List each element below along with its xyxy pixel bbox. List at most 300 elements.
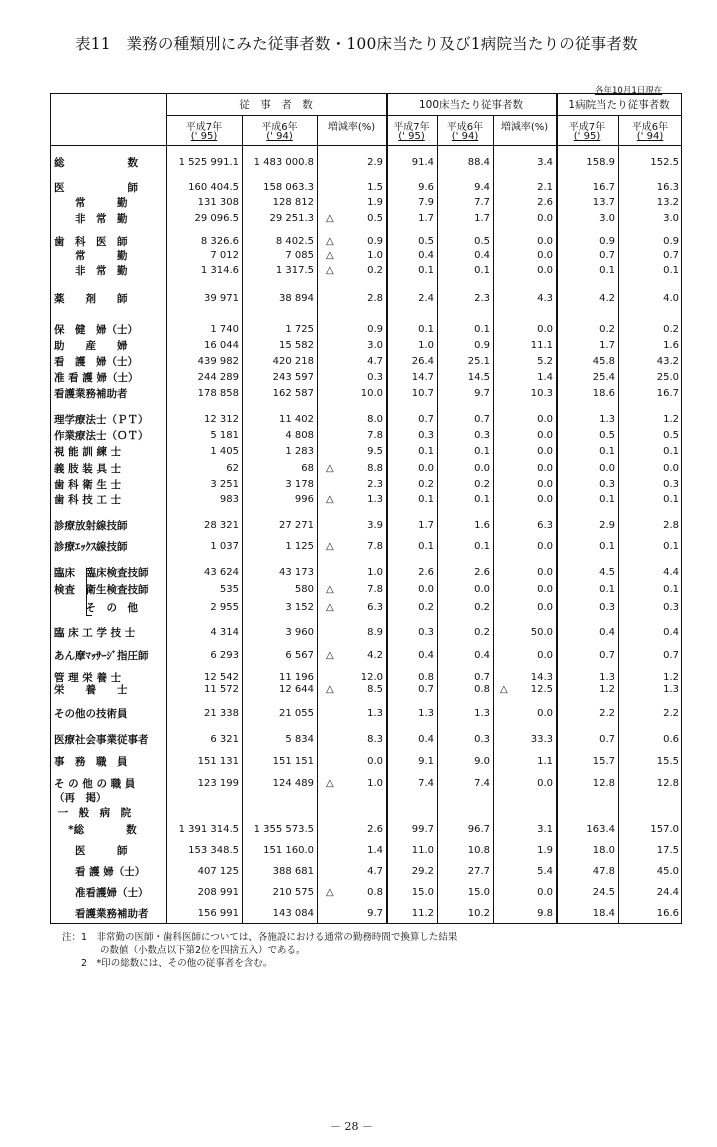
table-cell: 0.7 [474, 672, 490, 683]
row-label: 一 般 病 院 [54, 807, 132, 819]
table-cell: 2.1 [537, 182, 553, 193]
table-cell: 0.0 [599, 463, 615, 474]
table-row [0, 493, 717, 507]
table-cell: 8.0 [367, 414, 383, 425]
table-cell: 1 740 [210, 324, 239, 335]
table-cell: 38 894 [279, 293, 314, 304]
table-row [0, 566, 717, 580]
table-cell: 0.0 [663, 463, 679, 474]
table-cell: 5 834 [285, 734, 314, 745]
table-cell: 0.0 [418, 584, 434, 595]
table-cell: 12.0 [360, 672, 383, 683]
table-cell: 152.5 [650, 157, 679, 168]
table-cell: 7.8 [367, 430, 383, 441]
table-row [0, 540, 717, 554]
row-label: 看 護 婦（士） [54, 866, 146, 878]
table-cell: 5.4 [537, 866, 553, 877]
table-cell: 24.5 [592, 887, 615, 898]
table-cell: 1.0 [367, 778, 383, 789]
table-cell: 1.1 [537, 756, 553, 767]
table-cell: 9.1 [418, 756, 434, 767]
table-cell: 12.5 [530, 684, 553, 695]
table-cell: 16.6 [656, 908, 679, 919]
table-cell: 128 812 [272, 197, 314, 208]
table-cell: 0.2 [599, 324, 615, 335]
table-cell: 158 063.3 [263, 182, 314, 193]
row-label: （再 掲） [54, 792, 107, 804]
table-cell: 0.7 [599, 250, 615, 261]
table-cell: 15 582 [279, 340, 314, 351]
table-cell: 1.3 [599, 672, 615, 683]
table-cell: 26.4 [411, 356, 434, 367]
decrease-triangle-icon: △ [326, 778, 334, 789]
row-label: 歯 科 技 工 士 [54, 494, 122, 506]
header-employees: 従 事 者 数 [239, 99, 313, 111]
table-row [0, 806, 717, 820]
table-cell: 3 178 [285, 479, 314, 490]
table-cell: 12.8 [592, 778, 615, 789]
table-cell: 1.7 [418, 213, 434, 224]
col-rate: 増減率(%) [327, 122, 376, 133]
table-cell: 0.0 [537, 430, 553, 441]
table-cell: 131 308 [197, 197, 239, 208]
table-cell: 3.9 [367, 520, 383, 531]
table-cell: 0.0 [537, 479, 553, 490]
table-cell: 12 312 [204, 414, 239, 425]
table-cell: 0.2 [367, 265, 383, 276]
table-cell: 16.7 [656, 388, 679, 399]
table-row [0, 445, 717, 459]
table-cell: 62 [226, 463, 239, 474]
table-cell: 0.9 [474, 340, 490, 351]
table-cell: 6 293 [210, 650, 239, 661]
table-cell: 244 289 [197, 372, 239, 383]
table-cell: 4.3 [537, 293, 553, 304]
table-cell: 13.2 [656, 197, 679, 208]
table-cell: 0.0 [537, 778, 553, 789]
table-cell: 178 858 [197, 388, 239, 399]
row-label: 理学療法士（ＰＴ） [54, 414, 149, 426]
table-cell: 68 [301, 463, 314, 474]
table-cell: 0.4 [418, 650, 434, 661]
table-cell: 11.2 [411, 908, 434, 919]
col-y94: (' 94) [451, 131, 479, 142]
row-label: 医 師 [54, 845, 128, 857]
table-cell: 0.3 [663, 479, 679, 490]
table-cell: 1 405 [210, 446, 239, 457]
table-row [0, 235, 717, 249]
table-cell: 2 955 [210, 602, 239, 613]
row-label: 視 能 訓 練 士 [54, 446, 122, 458]
decrease-triangle-icon: △ [326, 265, 334, 276]
table-cell: 9.7 [367, 908, 383, 919]
row-label: 看 護 婦（士） [54, 356, 138, 368]
table-cell: 0.1 [474, 265, 490, 276]
table-cell: 3 251 [210, 479, 239, 490]
table-cell: 50.0 [530, 627, 553, 638]
table-row [0, 601, 717, 615]
row-label: 医療社会事業従事者 [54, 734, 149, 746]
row-label: 作業療法士（ＯＴ） [54, 430, 149, 442]
row-label: 管 理 栄 養 士 [54, 672, 122, 684]
header-per-100-beds: 100床当たり従事者数 [418, 99, 524, 111]
table-cell: 1.3 [418, 708, 434, 719]
table-cell: 0.1 [474, 541, 490, 552]
table-cell: 0.3 [474, 734, 490, 745]
table-cell: 39 971 [204, 293, 239, 304]
table-cell: 1.0 [418, 340, 434, 351]
table-row [0, 886, 717, 900]
table-cell: 88.4 [467, 157, 490, 168]
col-h6: 平成6年 [631, 122, 669, 133]
table-row [0, 683, 717, 697]
table-cell: 29 251.3 [269, 213, 314, 224]
table-cell: 0.0 [537, 265, 553, 276]
table-cell: 153 348.5 [188, 845, 239, 856]
row-label: 総 数 [54, 157, 138, 169]
table-cell: 10.8 [467, 845, 490, 856]
table-cell: 0.3 [418, 627, 434, 638]
row-label: 准看護婦（士） [54, 887, 149, 899]
table-cell: 18.4 [592, 908, 615, 919]
table-cell: 0.1 [599, 584, 615, 595]
col-rate: 増減率(%) [500, 122, 549, 133]
row-label: 検査 衛生検査技師 [54, 584, 149, 596]
table-cell: 2.4 [418, 293, 434, 304]
table-cell: 18.0 [592, 845, 615, 856]
table-cell: 29.2 [411, 866, 434, 877]
decrease-triangle-icon: △ [326, 236, 334, 247]
table-cell: 0.2 [474, 627, 490, 638]
table-cell: 0.0 [474, 463, 490, 474]
table-cell: 439 982 [197, 356, 239, 367]
table-cell: 0.1 [663, 584, 679, 595]
table-cell: 0.0 [537, 541, 553, 552]
table-cell: 0.7 [663, 650, 679, 661]
table-cell: 2.2 [599, 708, 615, 719]
table-cell: 8.5 [367, 684, 383, 695]
table-cell: 0.0 [537, 602, 553, 613]
table-row [0, 865, 717, 879]
table-cell: 1 314.6 [200, 265, 239, 276]
decrease-triangle-icon: △ [326, 494, 334, 505]
col-h7: 平成7年 [393, 122, 430, 133]
table-cell: 0.8 [474, 684, 490, 695]
table-row [0, 156, 717, 170]
table-cell: 27.7 [467, 866, 490, 877]
table-row [0, 212, 717, 226]
table-cell: 2.2 [663, 708, 679, 719]
table-cell: 11 196 [279, 672, 314, 683]
table-cell: 0.1 [474, 494, 490, 505]
table-cell: 0.8 [418, 672, 434, 683]
table-cell: 208 991 [197, 887, 239, 898]
table-cell: 0.5 [474, 236, 490, 247]
table-cell: 0.2 [663, 324, 679, 335]
table-cell: 2.3 [367, 479, 383, 490]
table-cell: 1 125 [285, 541, 314, 552]
table-cell: 8.9 [367, 627, 383, 638]
row-label: 常 勤 [54, 197, 128, 209]
table-cell: 0.4 [474, 250, 490, 261]
table-cell: 0.7 [418, 414, 434, 425]
table-cell: 1 525 991.1 [178, 157, 239, 168]
table-row [0, 649, 717, 663]
table-cell: 9.7 [474, 388, 490, 399]
col-y95: (' 95) [573, 131, 601, 142]
table-cell: 9.6 [418, 182, 434, 193]
table-row [0, 249, 717, 263]
table-cell: 0.7 [663, 250, 679, 261]
table-cell: 1.9 [537, 845, 553, 856]
decrease-triangle-icon: △ [326, 463, 334, 474]
table-cell: 3 152 [285, 602, 314, 613]
table-cell: 0.1 [599, 265, 615, 276]
table-cell: 3.4 [537, 157, 553, 168]
col-h6: 平成6年 [261, 122, 298, 133]
table-cell: 1.2 [599, 684, 615, 695]
table-cell: 0.0 [537, 494, 553, 505]
table-cell: 0.4 [418, 734, 434, 745]
table-cell: 156 991 [197, 908, 239, 919]
row-label: *総 数 [54, 824, 137, 836]
note-1-cont: の数値（小数点以下第2位を四捨五入）である。 [62, 945, 306, 956]
table-cell: 45.0 [656, 866, 679, 877]
table-cell: 13.7 [592, 197, 615, 208]
table-row [0, 371, 717, 385]
table-cell: 24.4 [656, 887, 679, 898]
table-row [0, 791, 717, 805]
table-cell: 8.8 [367, 463, 383, 474]
table-cell: 0.5 [418, 236, 434, 247]
row-label: 助 産 婦 [54, 340, 128, 352]
table-cell: 43.2 [656, 356, 679, 367]
row-label: 歯 科 衛 生 士 [54, 479, 122, 491]
table-cell: 11 572 [204, 684, 239, 695]
table-row [0, 478, 717, 492]
table-row [0, 429, 717, 443]
table-cell: 2.8 [367, 293, 383, 304]
table-row [0, 907, 717, 921]
table-cell: 0.1 [418, 494, 434, 505]
table-cell: 0.2 [418, 602, 434, 613]
table-cell: 1.9 [367, 197, 383, 208]
table-cell: 0.9 [663, 236, 679, 247]
table-row [0, 196, 717, 210]
table-cell: 15.0 [411, 887, 434, 898]
table-cell: 3.1 [537, 824, 553, 835]
table-cell: 16 044 [204, 340, 239, 351]
table-cell: 9.4 [474, 182, 490, 193]
table-cell: 0.4 [418, 250, 434, 261]
table-cell: 16.7 [592, 182, 615, 193]
table-cell: 3.0 [599, 213, 615, 224]
table-cell: 2.3 [474, 293, 490, 304]
table-cell: 4.7 [367, 356, 383, 367]
table-cell: 0.9 [367, 324, 383, 335]
table-row [0, 733, 717, 747]
col-h7: 平成7年 [568, 122, 606, 133]
table-cell: 123 199 [197, 778, 239, 789]
table-cell: 0.0 [537, 708, 553, 719]
table-row [0, 355, 717, 369]
table-cell: 1.6 [474, 520, 490, 531]
table-cell: 11 402 [279, 414, 314, 425]
table-cell: 9.5 [367, 446, 383, 457]
table-cell: 0.0 [537, 414, 553, 425]
table-cell: 158.9 [586, 157, 615, 168]
table-cell: 0.3 [599, 479, 615, 490]
row-label: 保 健 婦（士） [54, 324, 138, 336]
table-cell: 5 181 [210, 430, 239, 441]
table-cell: 160 404.5 [188, 182, 239, 193]
table-cell: 0.7 [418, 684, 434, 695]
table-cell: 2.8 [663, 520, 679, 531]
row-label: その他の技術員 [54, 708, 128, 720]
table-cell: 580 [294, 584, 314, 595]
table-cell: 3 960 [285, 627, 314, 638]
table-cell: 10.0 [360, 388, 383, 399]
table-cell: 420 218 [272, 356, 314, 367]
table-cell: 996 [294, 494, 314, 505]
table-cell: 99.7 [411, 824, 434, 835]
table-cell: 6 567 [285, 650, 314, 661]
table-cell: 4 314 [210, 627, 239, 638]
table-row [0, 844, 717, 858]
table-cell: 0.7 [599, 734, 615, 745]
table-cell: 18.6 [592, 388, 615, 399]
table-cell: 43 173 [279, 567, 314, 578]
table-cell: 0.0 [418, 463, 434, 474]
table-cell: 1.7 [418, 520, 434, 531]
table-cell: 15.0 [467, 887, 490, 898]
table-cell: 0.0 [474, 584, 490, 595]
row-label: 准 看 護 婦（士） [54, 372, 139, 384]
table-row [0, 323, 717, 337]
table-cell: 151 160.0 [263, 845, 314, 856]
table-cell: 0.0 [537, 650, 553, 661]
table-cell: 143 084 [272, 908, 314, 919]
table-cell: 7.4 [418, 778, 434, 789]
table-cell: 1.0 [367, 250, 383, 261]
table-cell: 1.2 [663, 672, 679, 683]
table-row [0, 777, 717, 791]
table-cell: 7.9 [418, 197, 434, 208]
table-cell: 0.1 [599, 446, 615, 457]
row-label: 臨床 臨床検査技師 [54, 567, 149, 579]
table-cell: 28 321 [204, 520, 239, 531]
col-y95: (' 95) [398, 131, 425, 142]
table-cell: 151 151 [272, 756, 314, 767]
table-cell: 0.0 [537, 213, 553, 224]
table-cell: 21 338 [204, 708, 239, 719]
table-row [0, 339, 717, 353]
decrease-triangle-icon: △ [326, 250, 334, 261]
table-cell: 1.3 [367, 708, 383, 719]
table-cell: 16.3 [656, 182, 679, 193]
table-cell: 0.3 [474, 430, 490, 441]
table-cell: 47.8 [592, 866, 615, 877]
row-label: 臨 床 工 学 技 士 [54, 627, 136, 639]
table-cell: 0.1 [599, 494, 615, 505]
row-label: あん摩ﾏｯｻｰｼﾞ指圧師 [54, 650, 149, 662]
header-per-hospital: 1病院当たり従事者数 [568, 99, 670, 111]
col-y94: (' 94) [636, 131, 664, 142]
table-cell: 162 587 [272, 388, 314, 399]
table-row [0, 264, 717, 278]
table-cell: 14.3 [530, 672, 553, 683]
table-cell: 0.2 [474, 479, 490, 490]
table-cell: 1.3 [474, 708, 490, 719]
table-cell: 25.1 [467, 356, 490, 367]
table-cell: 1 283 [285, 446, 314, 457]
table-cell: 6.3 [537, 520, 553, 531]
table-cell: 1.4 [537, 372, 553, 383]
row-label: 医 師 [54, 182, 138, 194]
table-cell: 983 [219, 494, 239, 505]
table-cell: 0.5 [367, 213, 383, 224]
table-row [0, 181, 717, 195]
decrease-triangle-icon: △ [326, 887, 334, 898]
table-cell: 45.8 [592, 356, 615, 367]
as-of-date: 各年10月1日現在 [595, 86, 663, 96]
table-row [0, 292, 717, 306]
table-cell: 2.6 [474, 567, 490, 578]
table-cell: 15.5 [656, 756, 679, 767]
table-cell: 0.0 [537, 250, 553, 261]
decrease-triangle-icon: △ [326, 541, 334, 552]
table-cell: 535 [219, 584, 239, 595]
table-cell: 96.7 [467, 824, 490, 835]
table-cell: 0.3 [599, 602, 615, 613]
table-cell: 14.7 [411, 372, 434, 383]
table-cell: 0.1 [663, 494, 679, 505]
decrease-triangle-icon: △ [326, 213, 334, 224]
row-label: 非 常 勤 [54, 265, 128, 277]
table-cell: 0.1 [663, 446, 679, 457]
table-cell: 2.9 [367, 157, 383, 168]
table-cell: 1 483 000.8 [253, 157, 314, 168]
table-cell: 0.3 [663, 602, 679, 613]
table-cell: 1.6 [663, 340, 679, 351]
table-cell: 1.3 [663, 684, 679, 695]
row-label: そ の 他 の 職 員 [54, 778, 136, 790]
table-cell: 8.3 [367, 734, 383, 745]
table-cell: 12 644 [279, 684, 314, 695]
row-label: 看護業務補助者 [54, 388, 128, 400]
row-label: 事 務 職 員 [54, 756, 128, 768]
table-cell: 10.3 [530, 388, 553, 399]
table-cell: 1 317.5 [275, 265, 314, 276]
note-2: 2 *印の総数には、その他の従事者を含む。 [62, 958, 273, 969]
table-row [0, 755, 717, 769]
table-cell: 1.2 [663, 414, 679, 425]
table-cell: 33.3 [530, 734, 553, 745]
table-cell: 7 085 [285, 250, 314, 261]
table-cell: 1.7 [474, 213, 490, 224]
table-cell: 1 037 [210, 541, 239, 552]
table-cell: 243 597 [272, 372, 314, 383]
header-divider [50, 145, 682, 146]
table-cell: 0.0 [537, 324, 553, 335]
row-label: 診療ｴｯｸｽ線技師 [54, 541, 128, 553]
table-row [0, 462, 717, 476]
table-cell: 6 321 [210, 734, 239, 745]
row-label: 常 勤 [54, 250, 128, 262]
table-cell: 1 725 [285, 324, 314, 335]
row-label: 非 常 勤 [54, 213, 128, 225]
table-cell: 0.1 [663, 265, 679, 276]
